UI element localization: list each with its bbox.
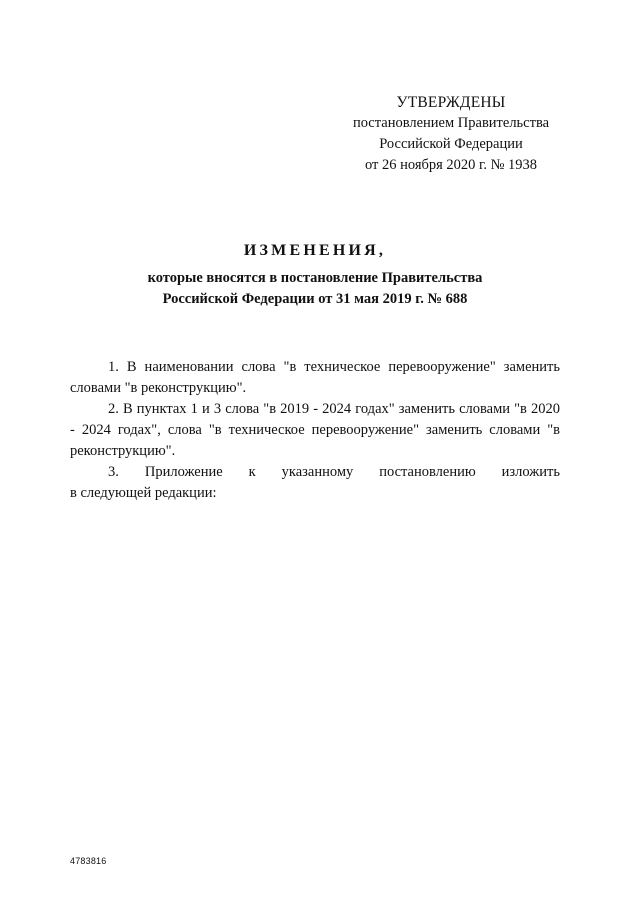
title-subtitle-line-1: которые вносятся в постановление Правительства bbox=[147, 270, 483, 286]
title-main: ИЗМЕНЕНИЯ, bbox=[243, 242, 387, 259]
approval-line-2: Российской Федерации bbox=[379, 136, 523, 152]
title-subtitle-line-2: Российской Федерации от 31 мая 2019 г. № 688 bbox=[162, 291, 468, 307]
item-2: 2. В пунктах 1 и 3 слова "в 2019 - 2024 годах" заменить словами "в 2020 - 2024 годах", слова "в техническое перевооружение" заменить словами "в реконструкцию". bbox=[70, 401, 560, 459]
document-body bbox=[70, 357, 560, 504]
item-3-line-2: в следующей редакции: bbox=[70, 485, 217, 501]
approval-block bbox=[340, 92, 562, 176]
item-1-line-1: 1. В наименовании слова "в техническое перевооружение" заменить bbox=[108, 359, 560, 375]
document-number: 4783816 bbox=[70, 856, 107, 866]
approval-line-1: постановлением Правительства bbox=[352, 115, 550, 131]
title-subtitle bbox=[70, 268, 560, 310]
approval-heading: УТВЕРЖДЕНЫ bbox=[396, 94, 506, 111]
approval-line-3: от 26 ноября 2020 г. № 1938 bbox=[364, 157, 538, 173]
document-title bbox=[70, 240, 560, 310]
item-3-line-1: 3. Приложение к указанному постановлению изложить bbox=[108, 464, 560, 480]
item-1-line-2: словами "в реконструкцию". bbox=[70, 380, 247, 396]
